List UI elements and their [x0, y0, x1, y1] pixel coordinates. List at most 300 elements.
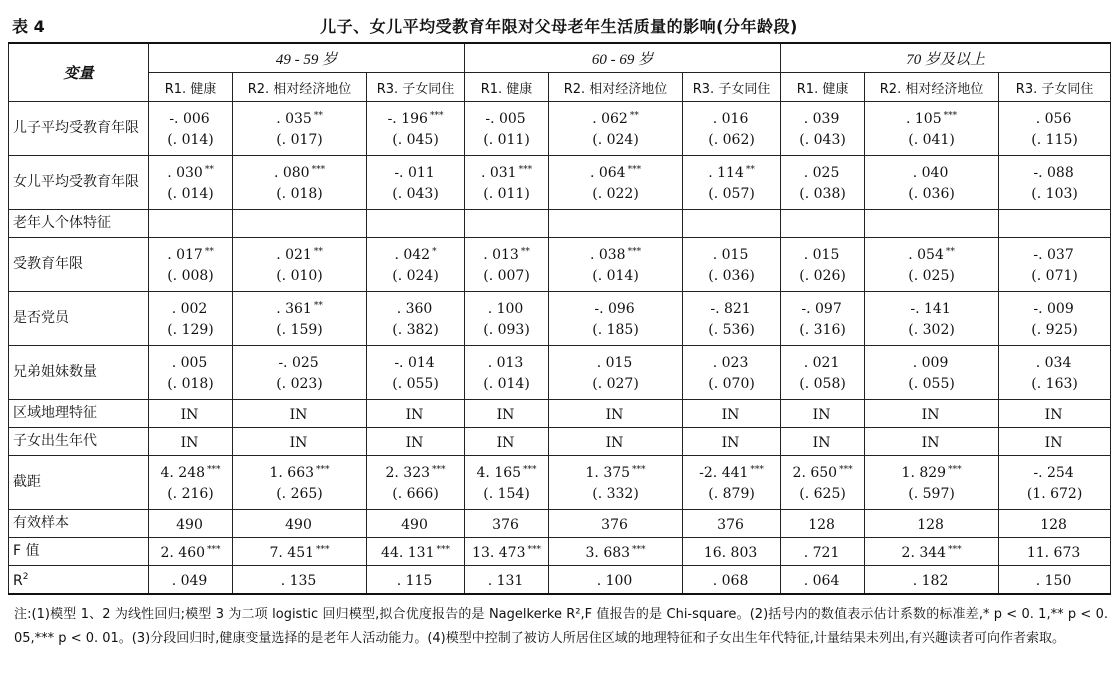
- coefficient-value: . 005: [171, 355, 208, 371]
- standard-error: (. 043): [392, 186, 439, 202]
- table-cell: [865, 456, 999, 510]
- significance-stars: ***: [436, 544, 450, 555]
- table-cell: [683, 156, 781, 210]
- coefficient-line: [237, 430, 362, 454]
- standard-error: (. 036): [708, 268, 755, 284]
- standard-error: (. 014): [483, 376, 530, 392]
- coefficient-line: [687, 242, 776, 266]
- standard-error: (. 027): [592, 376, 639, 392]
- significance-stars: **: [204, 247, 214, 257]
- table-cell: [865, 428, 999, 456]
- standard-error: (. 023): [276, 376, 323, 392]
- coefficient-line: [371, 402, 460, 426]
- coefficient-line: [237, 350, 362, 374]
- coefficient-value: . 360: [396, 301, 433, 317]
- coefficient-line: [687, 540, 776, 564]
- table-cell: [781, 456, 865, 510]
- coefficient-value: . 361: [276, 301, 312, 317]
- coefficient-value: IN: [721, 406, 740, 423]
- coefficient-value: 2. 344: [901, 544, 947, 561]
- row-label: [9, 538, 149, 566]
- coefficient-value: IN: [180, 406, 199, 423]
- model-column-header: R1. 健康: [781, 73, 865, 102]
- significance-stars: ***: [429, 111, 444, 121]
- model-column-header: R2. 相对经济地位: [233, 73, 367, 102]
- coefficient-line: [553, 242, 678, 266]
- significance-stars: ***: [316, 544, 330, 555]
- table-cell: [149, 346, 233, 400]
- significance-stars: ***: [948, 465, 962, 475]
- table-cell: [465, 156, 549, 210]
- coefficient-line: [553, 106, 678, 130]
- coefficient-line: [371, 106, 460, 130]
- coefficient-value: -. 009: [1033, 301, 1074, 317]
- significance-stars: ***: [750, 465, 764, 475]
- coefficient-line: [237, 296, 362, 320]
- table-cell: [683, 292, 781, 346]
- coefficient-value: . 039: [803, 111, 840, 127]
- coefficient-value: -. 006: [169, 111, 210, 127]
- row-label: [9, 456, 149, 510]
- table-cell: [367, 238, 465, 292]
- coefficient-line: [785, 568, 860, 592]
- standard-error: (. 071): [1031, 268, 1078, 284]
- coefficient-line: [1003, 160, 1106, 184]
- coefficient-line: [785, 460, 860, 484]
- coefficient-line: [1003, 212, 1106, 236]
- table-cell: [549, 210, 683, 238]
- table-cell: [865, 210, 999, 238]
- standard-error: (. 025): [908, 268, 955, 284]
- standard-error: (. 026): [799, 268, 846, 284]
- coefficient-value: 16. 803: [703, 544, 758, 561]
- table-cell: [781, 510, 865, 538]
- table-cell: [149, 102, 233, 156]
- significance-stars: **: [313, 301, 323, 311]
- standard-error: (. 055): [908, 376, 955, 392]
- coefficient-line: [237, 460, 362, 484]
- table-row: [9, 210, 1111, 238]
- significance-stars: ***: [316, 465, 330, 475]
- coefficient-value: IN: [496, 434, 515, 451]
- coefficient-value: 376: [601, 516, 628, 533]
- table-cell: [149, 292, 233, 346]
- coefficient-line: [469, 540, 544, 564]
- standard-error: (. 925): [1031, 322, 1078, 338]
- row-label-text: 受教育年限: [13, 256, 83, 272]
- table-row: [9, 428, 1111, 456]
- table-cell: [367, 102, 465, 156]
- coefficient-line: [553, 430, 678, 454]
- age-group-header: 70 岁及以上: [781, 43, 1111, 73]
- significance-stars: ***: [627, 247, 642, 257]
- table-cell: [233, 210, 367, 238]
- age-group-header: 60 - 69 岁: [465, 43, 781, 73]
- standard-error: (. 185): [592, 322, 639, 338]
- table-cell: [999, 566, 1111, 595]
- table-cell: [781, 400, 865, 428]
- coefficient-line: [371, 242, 460, 266]
- significance-stars: **: [629, 111, 639, 121]
- coefficient-value: . 016: [712, 111, 749, 127]
- coefficient-line: [371, 350, 460, 374]
- model-column-header: R3. 子女同住: [367, 73, 465, 102]
- coefficient-value: . 080: [273, 165, 310, 181]
- table-cell: [233, 538, 367, 566]
- coefficient-value: . 021: [276, 247, 312, 263]
- table-cell: [683, 102, 781, 156]
- coefficient-line: [371, 430, 460, 454]
- table-cell: [233, 238, 367, 292]
- coefficient-value: . 023: [712, 355, 749, 371]
- table-cell: [465, 400, 549, 428]
- table-cell: [683, 238, 781, 292]
- standard-error: (. 014): [167, 186, 214, 202]
- coefficient-value: . 038: [589, 247, 626, 263]
- table-cell: [865, 102, 999, 156]
- coefficient-line: [687, 402, 776, 426]
- standard-error: (. 014): [592, 268, 639, 284]
- coefficient-line: [869, 460, 994, 484]
- coefficient-value: 1. 829: [901, 465, 947, 481]
- coefficient-value: -. 025: [278, 355, 319, 371]
- coefficient-value: . 068: [712, 572, 749, 589]
- coefficient-value: . 721: [803, 544, 840, 561]
- coefficient-value: . 105: [906, 111, 942, 127]
- table-row: [9, 292, 1111, 346]
- coefficient-line: [687, 430, 776, 454]
- table-cell: [233, 428, 367, 456]
- table-label: 表 4: [12, 17, 45, 36]
- table-cell: [865, 538, 999, 566]
- table-cell: [781, 238, 865, 292]
- standard-error: (1. 672): [1026, 486, 1083, 502]
- table-cell: [465, 456, 549, 510]
- standard-error: (. 115): [1031, 132, 1078, 148]
- row-label: [9, 566, 149, 595]
- row-label: [9, 510, 149, 538]
- standard-error: (. 103): [1031, 186, 1078, 202]
- standard-error: (. 041): [908, 132, 955, 148]
- standard-error: (. 011): [483, 132, 530, 148]
- standard-error: (. 129): [167, 322, 214, 338]
- coefficient-line: [1003, 460, 1106, 484]
- table-cell: [683, 400, 781, 428]
- table-cell: [781, 538, 865, 566]
- table-cell: [865, 566, 999, 595]
- table-cell: [865, 400, 999, 428]
- standard-error: (. 163): [1031, 376, 1078, 392]
- standard-error: (. 316): [799, 322, 846, 338]
- table-cell: [549, 102, 683, 156]
- table-cell: [781, 210, 865, 238]
- table-cell: [149, 456, 233, 510]
- significance-stars: ***: [311, 165, 326, 175]
- table-row: [9, 400, 1111, 428]
- coefficient-value: 490: [176, 516, 203, 533]
- model-column-header: R1. 健康: [465, 73, 549, 102]
- coefficient-value: -. 141: [910, 301, 951, 317]
- table-cell: [149, 156, 233, 210]
- table-cell: [367, 456, 465, 510]
- coefficient-line: [785, 296, 860, 320]
- standard-error: (. 216): [167, 486, 214, 502]
- coefficient-value: . 002: [171, 301, 208, 317]
- coefficient-value: 4. 165: [476, 465, 522, 481]
- table-cell: [233, 156, 367, 210]
- significance-stars: ***: [432, 465, 446, 475]
- standard-error: (. 062): [708, 132, 755, 148]
- coefficient-value: 376: [717, 516, 744, 533]
- coefficient-line: [869, 296, 994, 320]
- standard-error: (. 018): [167, 376, 214, 392]
- coefficient-value: IN: [605, 434, 624, 451]
- coefficient-value: IN: [1044, 434, 1063, 451]
- coefficient-line: [371, 296, 460, 320]
- coefficient-value: . 017: [167, 247, 203, 263]
- row-label: [9, 102, 149, 156]
- coefficient-line: [687, 460, 776, 484]
- significance-stars: ***: [632, 544, 646, 555]
- standard-error: (. 154): [483, 486, 530, 502]
- table-footnote: 注:(1)模型 1、2 为线性回归;模型 3 为二项 logistic 回归模型,拟合优度报告的是 Nagelkerke R²,F 值报告的是 Chi-square。(2)括号内的数值表示估计系数的标准差,* p < 0. 1,** p < 0. 05,*** p < 0. 01。(3)分段回归时,健康变量选择的是老年人活动能力。(4)模型中控制了被访人所居住区域的地理特征和子女出生年代特征,计量结果未列出,有兴趣读者可向作者索取。: [14, 607, 1108, 646]
- standard-error: (. 018): [276, 186, 323, 202]
- table-cell: [683, 346, 781, 400]
- standard-error: (. 024): [392, 268, 439, 284]
- coefficient-line: [153, 568, 228, 592]
- standard-error: (. 024): [592, 132, 639, 148]
- coefficient-line: [785, 430, 860, 454]
- coefficient-value: IN: [405, 406, 424, 423]
- coefficient-line: [469, 160, 544, 184]
- significance-stars: **: [520, 247, 530, 257]
- coefficient-line: [785, 512, 860, 536]
- significance-stars: ***: [207, 544, 221, 555]
- coefficient-line: [469, 402, 544, 426]
- coefficient-value: . 031: [480, 165, 517, 181]
- coefficient-value: -. 088: [1033, 165, 1074, 181]
- significance-stars: **: [745, 165, 755, 175]
- coefficient-line: [553, 212, 678, 236]
- coefficient-line: [237, 568, 362, 592]
- table-cell: [549, 238, 683, 292]
- table-cell: [465, 102, 549, 156]
- coefficient-line: [153, 212, 228, 236]
- table-cell: [683, 428, 781, 456]
- table-cell: [149, 400, 233, 428]
- table-cell: [549, 400, 683, 428]
- row-label-text: R: [13, 573, 23, 589]
- coefficient-value: . 150: [1035, 572, 1072, 589]
- row-label-text: 有效样本: [13, 515, 69, 531]
- coefficient-line: [553, 402, 678, 426]
- coefficient-value: IN: [289, 434, 308, 451]
- coefficient-line: [153, 430, 228, 454]
- coefficient-value: . 025: [803, 165, 840, 181]
- coefficient-line: [553, 512, 678, 536]
- coefficient-value: . 064: [803, 572, 840, 589]
- coefficient-value: . 009: [912, 355, 949, 371]
- coefficient-line: [237, 160, 362, 184]
- coefficient-line: [153, 106, 228, 130]
- row-label: [9, 210, 149, 238]
- coefficient-value: IN: [921, 434, 940, 451]
- table-row: [9, 538, 1111, 566]
- standard-error: (. 057): [708, 186, 755, 202]
- coefficient-value: 1. 375: [585, 465, 631, 481]
- row-label-text: 儿子平均受教育年限: [13, 120, 139, 136]
- coefficient-line: [153, 540, 228, 564]
- regression-table: [8, 42, 1111, 595]
- coefficient-line: [869, 350, 994, 374]
- table-cell: [149, 538, 233, 566]
- coefficient-value: 2. 460: [160, 544, 206, 561]
- row-label: [9, 400, 149, 428]
- table-cell: [233, 102, 367, 156]
- table-cell: [233, 400, 367, 428]
- coefficient-value: . 015: [596, 355, 633, 371]
- table-cell: [999, 102, 1111, 156]
- standard-error: (. 625): [799, 486, 846, 502]
- coefficient-value: -. 254: [1033, 465, 1074, 481]
- table-cell: [549, 566, 683, 595]
- coefficient-value: . 064: [589, 165, 626, 181]
- coefficient-line: [869, 160, 994, 184]
- coefficient-line: [785, 242, 860, 266]
- coefficient-value: IN: [921, 406, 940, 423]
- coefficient-line: [153, 512, 228, 536]
- significance-stars: ***: [523, 465, 537, 475]
- coefficient-line: [469, 512, 544, 536]
- table-cell: [683, 456, 781, 510]
- model-column-header: R3. 子女同住: [999, 73, 1111, 102]
- coefficient-line: [1003, 106, 1106, 130]
- standard-error: (. 036): [908, 186, 955, 202]
- table-cell: [781, 428, 865, 456]
- table-cell: [233, 456, 367, 510]
- coefficient-line: [371, 568, 460, 592]
- coefficient-value: IN: [812, 406, 831, 423]
- table-cell: [781, 566, 865, 595]
- coefficient-line: [237, 242, 362, 266]
- coefficient-value: 490: [285, 516, 312, 533]
- table-cell: [465, 210, 549, 238]
- row-label-text: 是否党员: [13, 310, 69, 326]
- table-row: [9, 156, 1111, 210]
- model-column-header: R3. 子女同住: [683, 73, 781, 102]
- coefficient-line: [153, 402, 228, 426]
- row-label: [9, 238, 149, 292]
- table-cell: [781, 156, 865, 210]
- coefficient-line: [371, 460, 460, 484]
- coefficient-line: [785, 212, 860, 236]
- coefficient-value: -. 196: [387, 111, 428, 127]
- standard-error: (. 055): [392, 376, 439, 392]
- significance-stars: ***: [527, 544, 541, 555]
- table-cell: [549, 156, 683, 210]
- coefficient-value: . 042: [394, 247, 431, 263]
- table-cell: [465, 566, 549, 595]
- coefficient-line: [869, 212, 994, 236]
- coefficient-line: [869, 430, 994, 454]
- coefficient-value: . 021: [803, 355, 840, 371]
- coefficient-line: [785, 402, 860, 426]
- coefficient-value: 490: [401, 516, 428, 533]
- model-column-header: R2. 相对经济地位: [549, 73, 683, 102]
- significance-stars: ***: [839, 465, 853, 475]
- coefficient-value: 3. 683: [585, 544, 631, 561]
- table-cell: [999, 456, 1111, 510]
- table-header: [8, 6, 1110, 40]
- row-label-superscript: 2: [22, 572, 29, 582]
- coefficient-value: . 054: [908, 247, 944, 263]
- coefficient-line: [869, 540, 994, 564]
- coefficient-value: IN: [605, 406, 624, 423]
- table-row: [9, 346, 1111, 400]
- table-title: 儿子、女儿平均受教育年限对父母老年生活质量的影响(分年龄段): [320, 17, 798, 36]
- table-cell: [367, 428, 465, 456]
- coefficient-line: [469, 350, 544, 374]
- coefficient-value: -. 005: [485, 111, 526, 127]
- table-cell: [999, 510, 1111, 538]
- coefficient-line: [869, 402, 994, 426]
- coefficient-value: . 114: [708, 165, 744, 181]
- table-cell: [367, 538, 465, 566]
- row-label-text: 子女出生年代: [13, 433, 97, 449]
- standard-error: (. 332): [592, 486, 639, 502]
- coefficient-value: 13. 473: [472, 544, 526, 561]
- coefficient-value: 7. 451: [269, 544, 315, 561]
- table-cell: [683, 538, 781, 566]
- coefficient-line: [1003, 242, 1106, 266]
- coefficient-line: [687, 106, 776, 130]
- coefficient-line: [237, 212, 362, 236]
- table-cell: [865, 510, 999, 538]
- table-cell: [999, 156, 1111, 210]
- table-cell: [549, 538, 683, 566]
- coefficient-line: [687, 350, 776, 374]
- significance-stars: **: [945, 247, 955, 257]
- row-label-text: 兄弟姐妹数量: [13, 364, 97, 380]
- table-cell: [999, 538, 1111, 566]
- significance-stars: **: [204, 165, 214, 175]
- table-cell: [999, 400, 1111, 428]
- coefficient-line: [1003, 402, 1106, 426]
- row-label: [9, 428, 149, 456]
- table-cell: [367, 510, 465, 538]
- coefficient-line: [687, 160, 776, 184]
- significance-stars: **: [313, 111, 323, 121]
- coefficient-value: IN: [812, 434, 831, 451]
- coefficient-value: 128: [1040, 516, 1067, 533]
- coefficient-value: 11. 673: [1026, 544, 1081, 561]
- table-cell: [865, 156, 999, 210]
- significance-stars: ***: [627, 165, 642, 175]
- coefficient-value: -. 097: [801, 301, 842, 317]
- coefficient-value: . 040: [912, 165, 949, 181]
- coefficient-line: [1003, 350, 1106, 374]
- standard-error: (. 022): [592, 186, 639, 202]
- table-cell: [233, 510, 367, 538]
- coefficient-value: . 135: [280, 572, 317, 589]
- standard-error: (. 302): [908, 322, 955, 338]
- row-label-text: 老年人个体特征: [13, 215, 111, 231]
- standard-error: (. 010): [276, 268, 323, 284]
- standard-error: (. 007): [483, 268, 530, 284]
- table-cell: [367, 400, 465, 428]
- table-cell: [999, 428, 1111, 456]
- coefficient-line: [237, 540, 362, 564]
